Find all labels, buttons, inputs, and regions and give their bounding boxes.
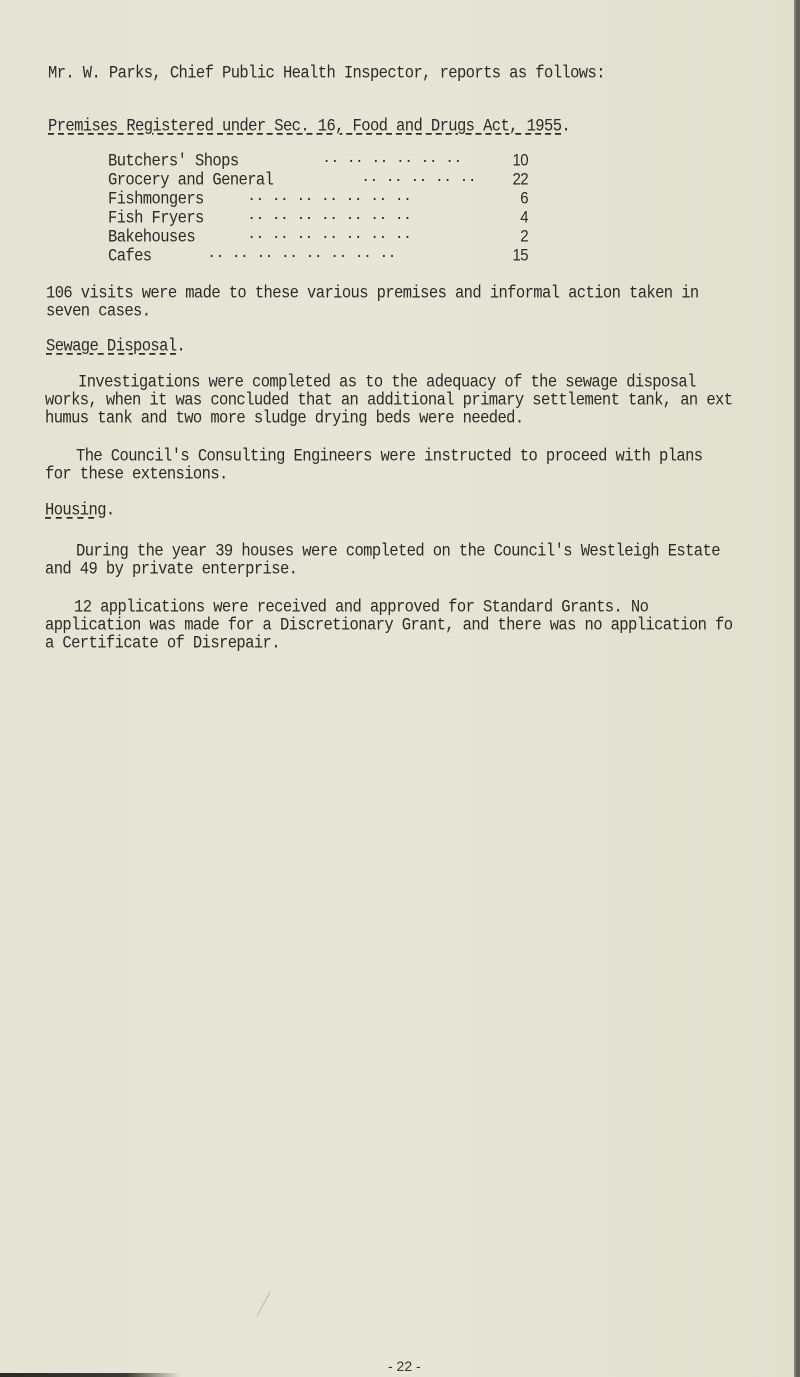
housing-p1-line-2: and 49 by private enterprise. bbox=[45, 559, 298, 580]
sewage-p1-line-1: Investigations were completed as to the adequacy of the sewage disposal bbox=[78, 372, 696, 393]
bottom-edge-shadow bbox=[0, 1373, 180, 1377]
pencil-mark bbox=[256, 1291, 270, 1316]
visits-line-2: seven cases. bbox=[46, 301, 151, 322]
sewage-heading bbox=[46, 336, 185, 357]
housing-p1-line-1: During the year 39 houses were completed on the Council's Westleigh Estate bbox=[76, 541, 720, 562]
premises-label: Fish Fryers bbox=[108, 208, 204, 229]
sewage-heading-text: Sewage Disposal bbox=[46, 336, 177, 357]
premises-heading-period: . bbox=[561, 116, 571, 137]
premises-count: 10 bbox=[512, 151, 528, 171]
leader-dots: .. .. .. .. .. .. .. bbox=[248, 208, 413, 224]
premises-label: Cafes bbox=[108, 246, 152, 267]
leader-dots: .. .. .. .. .. .. .. .. bbox=[208, 246, 397, 262]
page-number: - 22 - bbox=[388, 1358, 421, 1374]
housing-p2-line-3: a Certificate of Disrepair. bbox=[45, 633, 280, 654]
housing-p2-line-1: 12 applications were received and approved for Standard Grants. No bbox=[74, 597, 649, 618]
page-edge-shadow bbox=[794, 0, 800, 1377]
leader-dots: .. .. .. .. .. .. .. bbox=[248, 227, 413, 243]
premises-count: 15 bbox=[512, 246, 528, 266]
premises-count: 22 bbox=[512, 170, 528, 190]
sewage-heading-period: . bbox=[176, 336, 186, 357]
visits-line-1: 106 visits were made to these various premises and informal action taken in bbox=[46, 283, 699, 304]
intro-line: Mr. W. Parks, Chief Public Health Inspector, reports as follows: bbox=[48, 63, 605, 84]
housing-heading-period: . bbox=[105, 500, 115, 521]
premises-label: Fishmongers bbox=[108, 189, 204, 210]
premises-heading bbox=[48, 116, 570, 137]
leader-dots: .. .. .. .. .. .. bbox=[323, 151, 463, 167]
table-row bbox=[108, 246, 528, 267]
housing-p2-line-2: application was made for a Discretionary Grant, and there was no application fo bbox=[45, 615, 733, 636]
premises-label: Bakehouses bbox=[108, 227, 196, 248]
premises-count: 6 bbox=[520, 189, 528, 209]
premises-count: 4 bbox=[520, 208, 528, 228]
sewage-p2-line-2: for these extensions. bbox=[45, 464, 228, 485]
premises-count: 2 bbox=[520, 227, 528, 247]
housing-heading bbox=[45, 500, 115, 521]
leader-dots: .. .. .. .. .. bbox=[362, 170, 477, 186]
premises-label: Grocery and General bbox=[108, 170, 274, 191]
leader-dots: .. .. .. .. .. .. .. bbox=[248, 189, 413, 205]
sewage-p2-line-1: The Council's Consulting Engineers were instructed to proceed with plans bbox=[76, 446, 703, 467]
housing-heading-text: Housing bbox=[45, 500, 106, 521]
premises-heading-text: Premises Registered under Sec. 16, Food and Drugs Act, 1955 bbox=[48, 116, 562, 137]
premises-label: Butchers' Shops bbox=[108, 151, 239, 172]
sewage-p1-line-3: humus tank and two more sludge drying beds were needed. bbox=[45, 408, 524, 429]
sewage-p1-line-2: works, when it was concluded that an additional primary settlement tank, an ext bbox=[45, 390, 733, 411]
